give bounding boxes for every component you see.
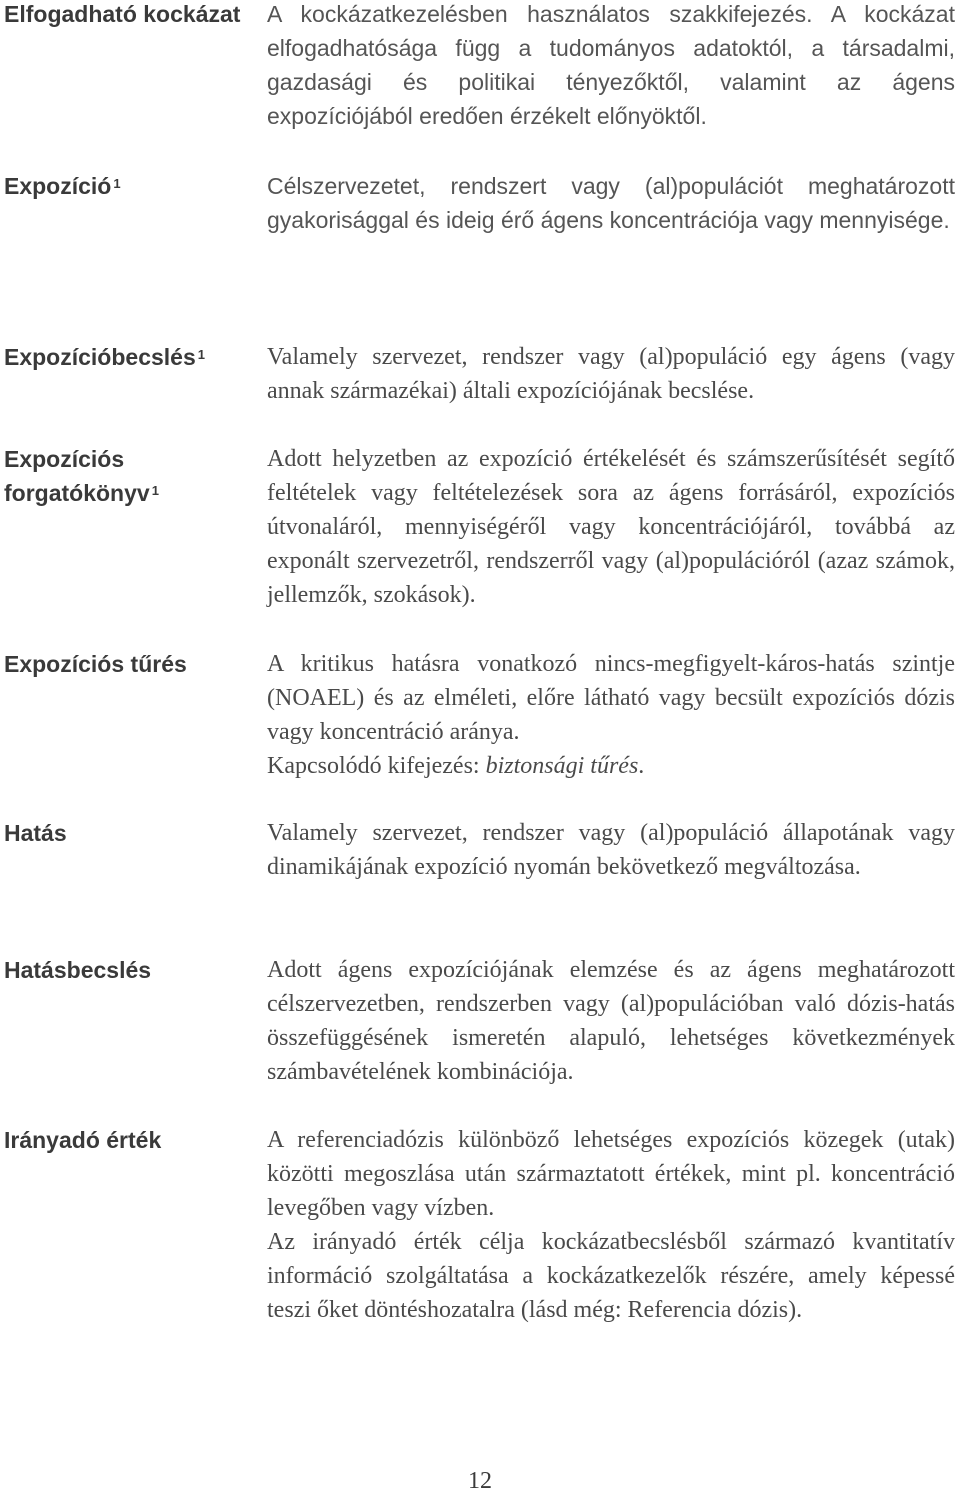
definition-paragraph: A kritikus hatásra vonatkozó nincs-megfigyelt-káros-hatás szintje (NOAEL) és az elméleti, előre látható vagy becsült expozíciós dózis vagy koncentráció aránya. — [267, 651, 955, 745]
definition-paragraph: Valamely szervezet, rendszer vagy (al)populáció egy ágens (vagy annak származékai) általi expozíciójának becslése. — [267, 344, 955, 404]
page-number: 12 — [468, 1468, 492, 1494]
term-label: Hatás — [4, 820, 67, 846]
definition-text — [267, 816, 955, 884]
term-label: Expozíció $^1$ — [4, 173, 121, 199]
definition-paragraph: Célszervezetet, rendszert vagy (al)populációt meghatározott gyakorisággal és ideig érő ágens koncentrációja vagy mennyisége. — [267, 173, 955, 233]
related-term-line: Kapcsolódó kifejezés: biztonsági tűrés. — [267, 753, 645, 779]
term-label: Expozíciós tűrés — [4, 651, 187, 677]
definition-text — [267, 647, 955, 783]
footnote-marker: 1 — [113, 176, 121, 191]
definition-text — [267, 442, 955, 612]
definition-text — [267, 0, 955, 133]
definition-text — [267, 1123, 955, 1327]
term-label: Expozícióbecslés $^1$ — [4, 344, 205, 370]
definition-paragraph: A referenciadózis különböző lehetséges expozíciós közegek (utak) közötti megoszlása után származtatott értékek, mint pl. koncentráció levegőben vagy vízben. — [267, 1127, 955, 1221]
definition-paragraph: A kockázatkezelésben használatos szakkifejezés. A kockázat elfogadhatósága függ a tudományos adatoktól, a társadalmi, gazdasági és politikai tényezőktől, valamint az ágens expozíciójából eredően érzékelt előnyöktől. — [267, 1, 955, 129]
term-label: Expozíciós forgatókönyv $^1$ — [4, 446, 159, 506]
definition-paragraph: Adott ágens expozíciójának elemzése és az ágens meghatározott célszervezetben, rendszerben vagy (al)populációban való dózis-hatás összefüggésének ismeretén alapuló, lehetséges következmények számbavételének kombinációja. — [267, 957, 955, 1085]
definition-text — [267, 340, 955, 408]
term-label: Elfogadható kockázat — [4, 1, 241, 27]
term-label: Hatásbecslés — [4, 957, 152, 983]
related-term: biztonsági tűrés — [485, 753, 639, 779]
definition-paragraph: Adott helyzetben az expozíció értékelését és számszerűsítését segítő feltételek vagy feltételezések sora az ágens forrásáról, expozíciós útvonaláról, mennyiségéről vagy koncentrációjáról, továbbá az exponált szervezetről, rendszerről vagy (al)populációról (azaz számok, jellemzők, szokások). — [267, 446, 955, 608]
footnote-marker: 1 — [197, 347, 205, 362]
term-label: Irányadó érték — [4, 1127, 162, 1153]
definition-paragraph: Az irányadó érték célja kockázatbecslésből származó kvantitatív információ szolgáltatása a kockázatkezelők részére, amely képessé teszi őket döntéshozatalra (lásd még: Referencia dózis). — [267, 1229, 955, 1323]
definition-text — [267, 169, 955, 237]
definition-text — [267, 953, 955, 1089]
footnote-marker: 1 — [151, 483, 159, 498]
definition-paragraph: Valamely szervezet, rendszer vagy (al)populáció állapotának vagy dinamikájának expozíció nyomán bekövetkező megváltozása. — [267, 820, 955, 880]
